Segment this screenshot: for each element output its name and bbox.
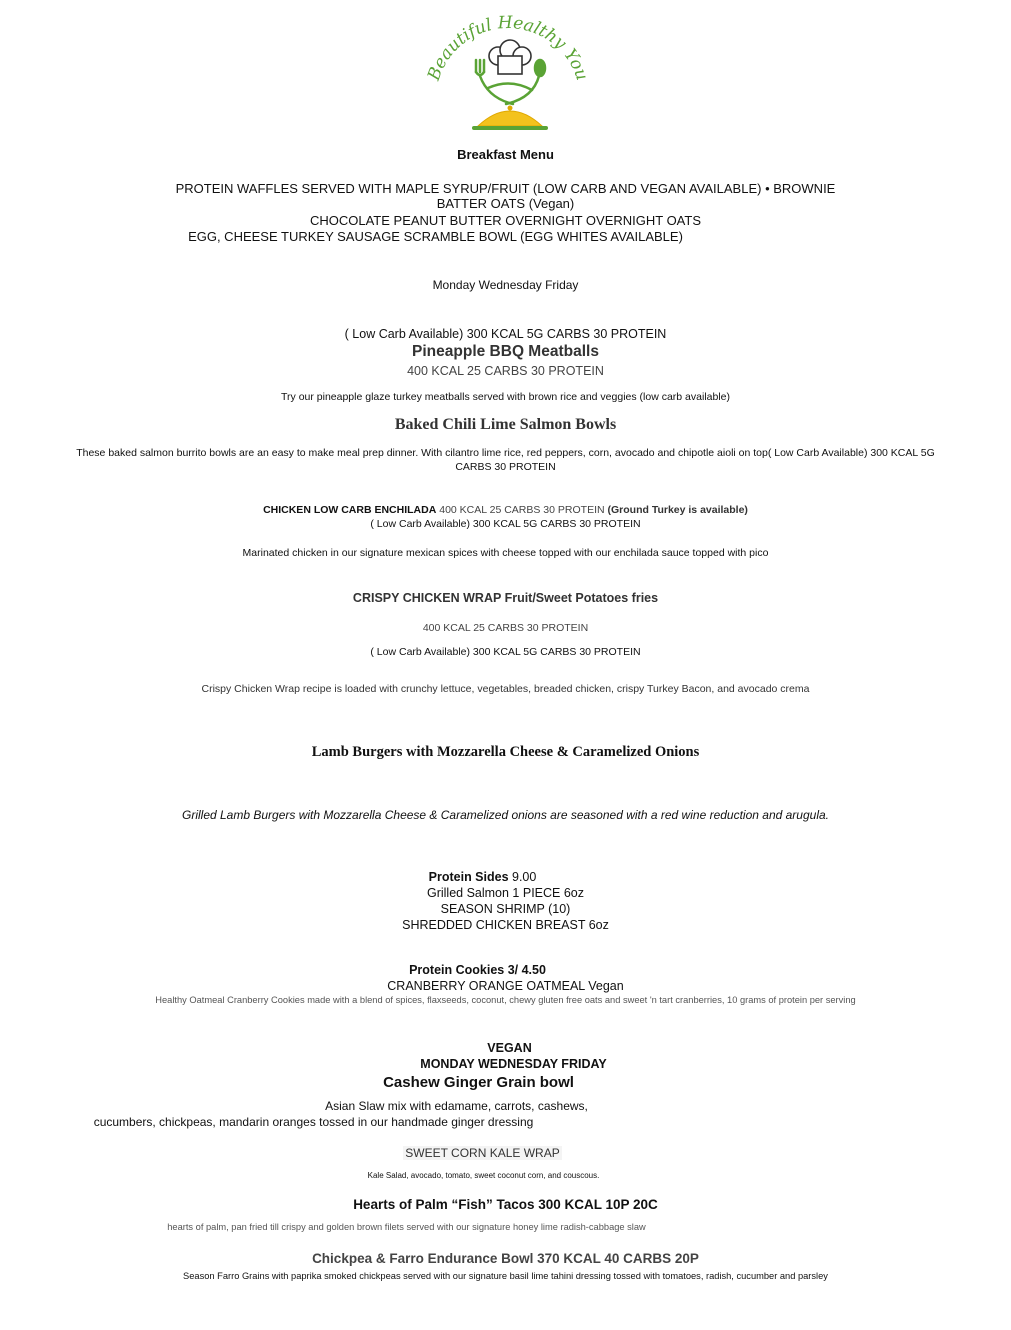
enchilada-macros: 400 KCAL 25 CARBS 30 PROTEIN	[436, 504, 608, 516]
cookies-desc: Healthy Oatmeal Cranberry Cookies made with a blend of spices, flaxseeds, coconut, chewy gluten free oats and sweet 'n tart cranberries, 10 grams of protein per serving	[155, 995, 856, 1005]
vegan-title: VEGAN	[487, 1041, 532, 1055]
enchilada-option: (Ground Turkey is available)	[607, 504, 748, 516]
vegan-days: MONDAY WEDNESDAY FRIDAY	[420, 1057, 607, 1071]
meatballs-desc: Try our pineapple glaze turkey meatballs served with brown rice and veggies (low carb available)	[281, 391, 730, 403]
meatballs-macros: 400 KCAL 25 CARBS 30 PROTEIN	[407, 364, 604, 378]
vegan-wrap-desc: Kale Salad, avocado, tomato, sweet coconut corn, and couscous.	[367, 1171, 600, 1180]
vegan-wrap-title: SWEET CORN KALE WRAP	[405, 1146, 560, 1160]
breakfast-line-3: CHOCOLATE PEANUT BUTTER OVERNIGHT OVERNIGHT OATS	[309, 213, 701, 228]
wrap-macros: 400 KCAL 25 CARBS 30 PROTEIN	[422, 622, 589, 634]
enchilada-low-carb: ( Low Carb Available) 300 KCAL 5G CARBS 30 PROTEIN	[370, 518, 641, 530]
salmon-desc-1: These baked salmon burrito bowls are an easy to make meal prep dinner. With cilantro lime rice, red peppers, corn, avocado and chipotle aioli on top( Low Carb Available) 300 KCAL 5G	[76, 447, 935, 459]
protein-sides-item: SHREDDED CHICKEN BREAST 6oz	[402, 918, 609, 932]
vegan-bowl-desc-1: Asian Slaw mix with edamame, carrots, cashews,	[325, 1099, 588, 1113]
wrap-desc: Crispy Chicken Wrap recipe is loaded with crunchy lettuce, vegetables, breaded chicken, crispy Turkey Bacon, and avocado crema	[201, 683, 810, 695]
cloche-icon	[472, 106, 548, 131]
brand-logo	[418, 8, 598, 143]
chef-hat-icon	[489, 40, 531, 74]
chickpea-title: Chickpea & Farro Endurance Bowl 370 KCAL 40 CARBS 20P	[312, 1251, 699, 1266]
protein-sides-price: 9.00	[508, 870, 537, 884]
enchilada-line	[0, 504, 1011, 516]
enchilada-desc: Marinated chicken in our signature mexican spices with cheese topped with our enchilada sauce topped with pico	[242, 547, 769, 559]
days-label: Monday Wednesday Friday	[432, 278, 579, 292]
tacos-desc: hearts of palm, pan fried till crispy and golden brown filets served with our signature honey lime radish-cabbage slaw	[167, 1222, 646, 1232]
chickpea-desc: Season Farro Grains with paprika smoked chickpeas served with our signature basil lime tahini dressing tossed with tomatoes, radish, cucumber and parsley	[183, 1271, 828, 1281]
protein-sides-item: SEASON SHRIMP (10)	[440, 902, 571, 916]
logo-text: Beautiful Healthy You	[424, 12, 592, 84]
vegan-wrap-title-wrap	[0, 1146, 988, 1160]
lamb-title: Lamb Burgers with Mozzarella Cheese & Caramelized Onions	[311, 744, 700, 760]
protein-sides-header	[0, 870, 988, 884]
wrap-title: CRISPY CHICKEN WRAP Fruit/Sweet Potatoes fries	[352, 591, 659, 605]
breakfast-line-1: PROTEIN WAFFLES SERVED WITH MAPLE SYRUP/FRUIT (LOW CARB AND VEGAN AVAILABLE) • BROWNIE	[175, 181, 836, 196]
meatballs-title: Pineapple BBQ Meatballs	[412, 343, 599, 360]
enchilada-title: CHICKEN LOW CARB ENCHILADA	[263, 504, 437, 516]
vegan-bowl-title: Cashew Ginger Grain bowl	[383, 1074, 574, 1091]
protein-sides-title: Protein Sides	[428, 870, 509, 884]
breakfast-line-4: EGG, CHEESE TURKEY SAUSAGE SCRAMBLE BOWL (EGG WHITES AVAILABLE)	[188, 229, 683, 244]
meatballs-low-carb: ( Low Carb Available) 300 KCAL 5G CARBS 30 PROTEIN	[344, 327, 667, 341]
breakfast-line-2: BATTER OATS (Vegan)	[436, 196, 575, 211]
cookies-title: Protein Cookies 3/ 4.50	[409, 963, 546, 977]
protein-sides-item: Grilled Salmon 1 PIECE 6oz	[426, 886, 584, 900]
wrap-low-carb: ( Low Carb Available) 300 KCAL 5G CARBS 30 PROTEIN	[370, 646, 641, 658]
cookies-item: CRANBERRY ORANGE OATMEAL Vegan	[387, 979, 624, 993]
lamb-desc: Grilled Lamb Burgers with Mozzarella Cheese & Caramelized onions are seasoned with a red wine reduction and arugula.	[181, 808, 829, 822]
breakfast-title: Breakfast Menu	[457, 147, 554, 162]
salmon-title: Baked Chili Lime Salmon Bowls	[394, 416, 617, 433]
vegan-bowl-desc-2: cucumbers, chickpeas, mandarin oranges tossed in our handmade ginger dressing	[93, 1115, 534, 1129]
tacos-title: Hearts of Palm “Fish” Tacos 300 KCAL 10P 20C	[353, 1197, 658, 1212]
salmon-desc-2: CARBS 30 PROTEIN	[455, 461, 556, 473]
